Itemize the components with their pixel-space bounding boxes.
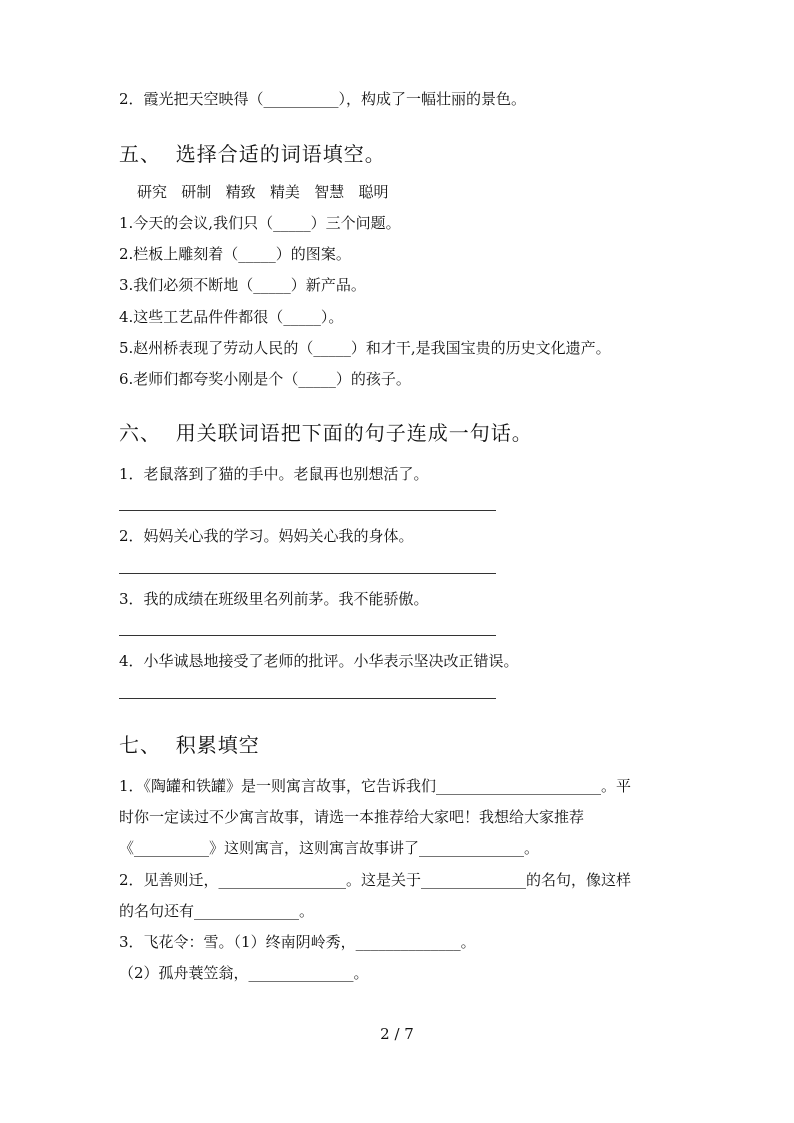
q6-4-text: 4．小华诚恳地接受了老师的批评。小华表示坚决改正错误。 — [119, 652, 519, 670]
q7-1-line-1: 1．《陶罐和铁罐》是一则寓言故事，它告诉我们______________________。平 — [119, 777, 632, 795]
q6-2-text: 2．妈妈关心我的学习。妈妈关心我的身体。 — [119, 527, 414, 545]
answer-line-1 — [119, 510, 496, 511]
section-6-title: 六、 用关联词语把下面的句子连成一句话。 — [119, 421, 533, 445]
q5-6-text: 6.老师们都夸奖小刚是个（_____）的孩子。 — [119, 370, 411, 388]
q7-3-line-1: 3．飞花令：雪。（1）终南阴岭秀，______________。 — [119, 933, 476, 951]
q5-5-text: 5.赵州桥表现了劳动人民的（_____）和才干,是我国宝贵的历史文化遗产。 — [119, 339, 611, 357]
q6-3-text: 3．我的成绩在班级里名列前茅。我不能骄傲。 — [119, 590, 429, 608]
q7-3-line-2: （2）孤舟蓑笠翁，______________。 — [119, 964, 369, 982]
answer-line-3 — [119, 635, 496, 636]
q7-2-line-2: 的名句还有______________。 — [119, 902, 315, 920]
q5-2-text: 2.栏板上雕刻着（_____）的图案。 — [119, 245, 351, 263]
q7-1-line-3: 《__________》这则寓言，这则寓言故事讲了______________。 — [119, 839, 540, 857]
q5-4-text: 4.这些工艺品件件都很（_____）。 — [119, 308, 344, 326]
word-bank: 研究 研制 精致 精美 智慧 聪明 — [137, 183, 389, 201]
answer-line-2 — [119, 573, 496, 574]
q7-2-line-1: 2．见善则迁，_________________。这是关于______________的名句，像这样 — [119, 871, 632, 889]
q7-1-line-2: 时你一定读过不少寓言故事，请选一本推荐给大家吧！我想给大家推荐 — [119, 808, 585, 826]
q4-2-text: 2．霞光把天空映得（__________），构成了一幅壮丽的景色。 — [119, 90, 527, 108]
answer-line-4 — [119, 698, 496, 699]
q5-1-text: 1.今天的会议,我们只（_____）三个问题。 — [119, 214, 401, 232]
q6-1-text: 1．老鼠落到了猫的手中。老鼠再也别想活了。 — [119, 465, 429, 483]
page-number: 2 / 7 — [380, 1025, 414, 1043]
q5-3-text: 3.我们必须不断地（_____）新产品。 — [119, 276, 366, 294]
section-7-title: 七、 积累填空 — [119, 733, 260, 757]
section-5-title: 五、 选择合适的词语填空。 — [119, 142, 386, 166]
